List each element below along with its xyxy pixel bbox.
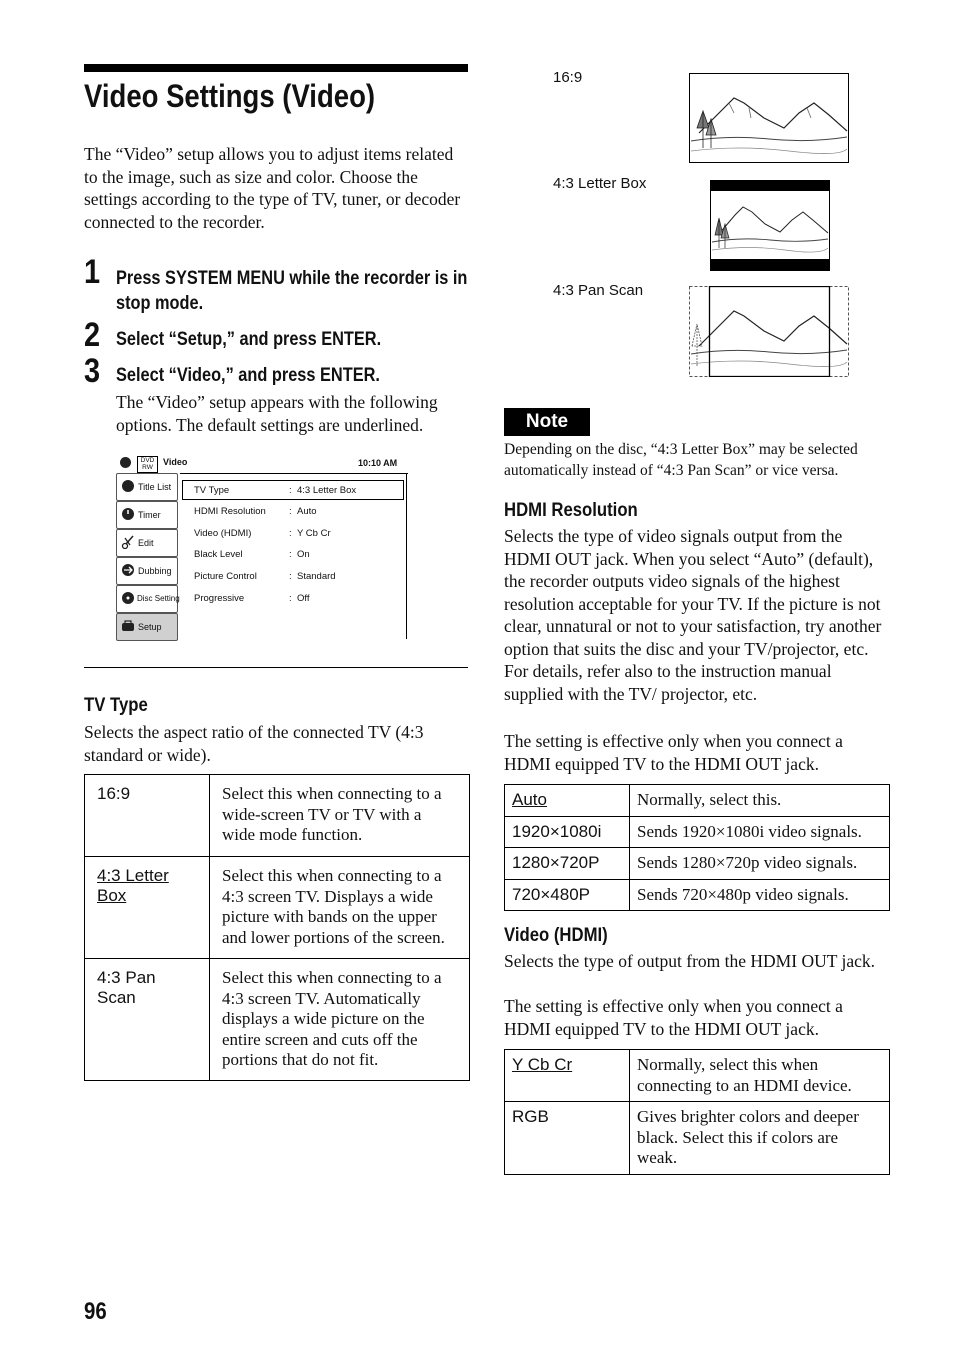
table-value: Select this when connecting to a 4:3 screen TV. Displays a wide picture with bands on the upper and lower portions of the screen. (210, 857, 470, 959)
aspect-label-16-9: 16:9 (553, 69, 583, 86)
setup-screen-illustration (116, 451, 408, 639)
screen-clock: 10:10 AM (358, 458, 398, 468)
table-value: Normally, select this when connecting to an HDMI device. (630, 1050, 890, 1102)
table-key: 4:3 Letter Box (85, 857, 210, 959)
option-label: Black Level (194, 549, 243, 560)
step-1-text: Press SYSTEM MENU while the recorder is in stop mode. (116, 268, 468, 314)
tv-type-description: Selects the aspect ratio of the connected TV (4:3 standard or wide). (84, 722, 424, 765)
option-value: Y Cb Cr (297, 528, 331, 539)
hdmi-resolution-description: Selects the type of video signals output from the HDMI OUT jack. When you select “Auto” (default), the recorder outputs video signals of the highest resolution acceptable for your TV. If the picture is not clear, unnatural or not to your satisfaction, try another option that suits the disc and your TV/projector, etc. For details, refer also to the instruction manual supplied with the TV/ projector, etc. (504, 526, 882, 704)
option-separator: : (289, 571, 292, 582)
sidebar-item-title-list: Title List (116, 473, 178, 501)
title-list-icon (121, 479, 135, 493)
table-value: Sends 1920×1080i video signals. (630, 816, 890, 848)
option-label: Video (HDMI) (194, 528, 252, 539)
landscape-panscan-illustration (689, 286, 849, 377)
section-divider (84, 667, 468, 668)
video-hdmi-note: The setting is effective only when you connect a HDMI equipped TV to the HDMI OUT jack. (504, 996, 843, 1039)
disc-icon (120, 457, 131, 468)
table-key: RGB (505, 1102, 630, 1175)
screen-header-title: Video (163, 457, 188, 467)
option-value: On (297, 549, 310, 560)
option-value: Standard (297, 571, 336, 582)
sidebar-item-edit: Edit (116, 529, 178, 557)
aspect-label-letterbox: 4:3 Letter Box (553, 175, 647, 192)
table-key: 4:3 Pan Scan (85, 959, 210, 1081)
table-value: Sends 1280×720p video signals. (630, 848, 890, 880)
timer-icon (121, 507, 135, 521)
table-row (85, 775, 470, 857)
step-2-number: 2 (84, 316, 101, 354)
table-value: Select this when connecting to a wide-screen TV or TV with a wide mode function. (210, 775, 470, 857)
option-separator: : (289, 593, 292, 604)
sidebar-item-timer: Timer (116, 501, 178, 529)
screen-header-rule (180, 473, 408, 474)
option-separator: : (289, 528, 292, 539)
title-rule (84, 64, 468, 72)
option-value: Auto (297, 506, 317, 517)
landscape-letterbox-illustration (710, 180, 830, 271)
table-key: 1920×1080i (505, 816, 630, 848)
option-label: HDMI Resolution (194, 506, 266, 517)
table-value: Normally, select this. (630, 785, 890, 817)
table-row (505, 879, 890, 911)
aspect-label-panscan: 4:3 Pan Scan (553, 282, 644, 299)
table-key: 16:9 (85, 775, 210, 857)
step-2-text: Select “Setup,” and press ENTER. (116, 329, 382, 350)
step-1-number: 1 (84, 253, 101, 291)
option-label: TV Type (194, 485, 230, 496)
table-row (85, 857, 470, 959)
dubbing-icon (121, 563, 135, 577)
video-hdmi-heading: Video (HDMI) (504, 925, 608, 946)
table-row (505, 848, 890, 880)
sidebar-item-disc-setting: Disc Setting (116, 585, 178, 613)
sidebar-item-dubbing: Dubbing (116, 557, 178, 585)
hdmi-resolution-note: The setting is effective only when you connect a HDMI equipped TV to the HDMI OUT jack. (504, 731, 843, 774)
step-3-detail: The “Video” setup appears with the following options. The default settings are underlined. (116, 392, 438, 435)
video-hdmi-table (504, 1049, 890, 1175)
step-3-number: 3 (84, 352, 101, 390)
table-value: Select this when connecting to a 4:3 screen TV. Automatically displays a wide picture on the entire screen and cuts off the portions that do not fit. (210, 959, 470, 1081)
table-row (505, 1050, 890, 1102)
option-value: Off (297, 593, 310, 604)
tv-type-heading: TV Type (84, 695, 148, 716)
option-label: Picture Control (194, 571, 257, 582)
landscape-16-9-illustration (689, 73, 849, 163)
tv-type-table (84, 774, 470, 1081)
disc-setting-icon (121, 591, 135, 605)
table-key: Auto (505, 785, 630, 817)
option-separator: : (289, 506, 292, 517)
table-row (505, 785, 890, 817)
step-3-text: Select “Video,” and press ENTER. (116, 365, 380, 386)
toolbox-icon (121, 619, 135, 633)
table-value: Sends 720×480p video signals. (630, 879, 890, 911)
hdmi-resolution-heading: HDMI Resolution (504, 500, 638, 521)
hdmi-resolution-table (504, 784, 890, 911)
sidebar-item-setup: Setup (116, 613, 178, 641)
video-hdmi-description: Selects the type of output from the HDMI OUT jack. (504, 951, 875, 971)
screen-right-border (406, 473, 407, 639)
page-title: Video Settings (Video) (84, 78, 376, 114)
table-key: Y Cb Cr (505, 1050, 630, 1102)
table-row (505, 816, 890, 848)
note-label: Note (504, 408, 590, 436)
scissors-icon (121, 535, 135, 549)
intro-paragraph: The “Video” setup allows you to adjust items related to the image, such as size and color. Choose the settings according to the type of TV, tuner, or decoder connected to the recorder. (84, 144, 461, 232)
table-value: Gives brighter colors and deeper black. Select this if colors are weak. (630, 1102, 890, 1175)
option-label: Progressive (194, 593, 245, 604)
note-text: Depending on the disc, “4:3 Letter Box” may be selected automatically instead of “4:3 Pan Scan” or vice versa. (504, 441, 858, 479)
table-row (505, 1102, 890, 1175)
option-value: 4:3 Letter Box (297, 485, 357, 496)
table-row (85, 959, 470, 1081)
table-key: 720×480P (505, 879, 630, 911)
dvd-rw-badge: DVD RW (137, 456, 158, 473)
option-separator: : (289, 549, 292, 560)
option-separator: : (289, 485, 292, 496)
table-key: 1280×720P (505, 848, 630, 880)
page-number: 96 (84, 1298, 107, 1325)
